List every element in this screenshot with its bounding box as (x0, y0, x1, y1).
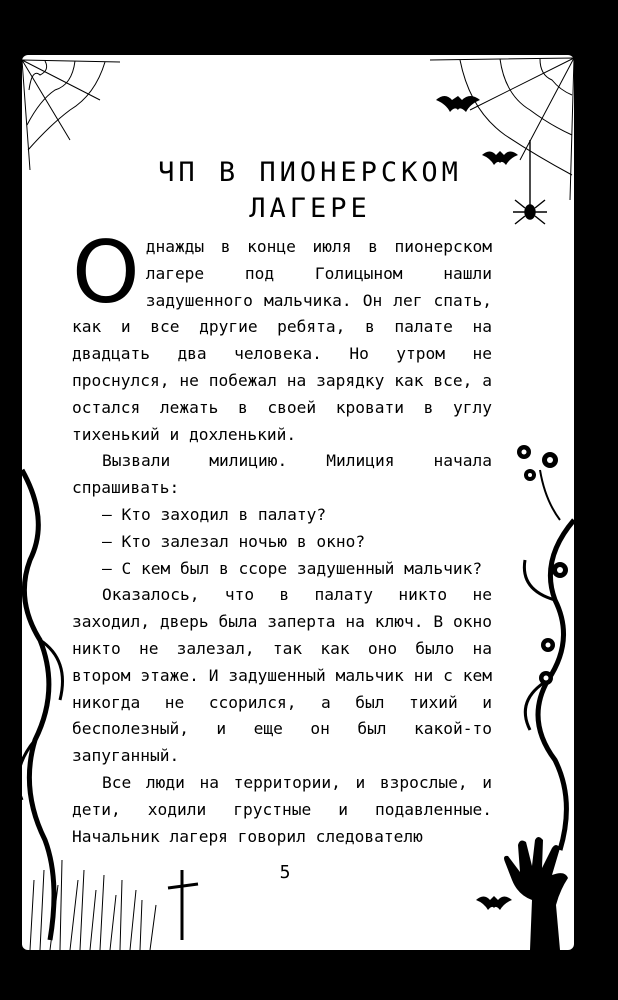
chapter-title-line1: ЧП В ПИОНЕРСКОМ (158, 157, 462, 188)
paragraph: Вызвали милицию. Милиция начала спрашивать: (72, 451, 492, 498)
paragraph-text: днажды в конце июля в пионерском лагере под Голицыном нашли задушенного мальчика. Он лег спать, как и все другие ребята, в палате на двадцать два человека. Но утром не проснулся, не побежал на зарядку как все, а остался лежать в своей кровати в углу тихенький и дохленький. (72, 237, 492, 444)
dialogue-line: — С кем был в ссоре задушенный мальчик? (102, 558, 483, 578)
drop-cap: О (72, 223, 140, 323)
chapter-title-line2: ЛАГЕРЕ (249, 193, 371, 224)
paragraph (72, 223, 492, 448)
chapter-title (60, 155, 560, 227)
story-text (72, 223, 492, 850)
dialogue-line: — Кто заходил в палату? (102, 504, 327, 524)
page-number: 5 (279, 862, 291, 883)
paragraph: Все люди на территории, и взрослые, и дети, ходили грустные и подавленные. Начальник лагеря говорил следователю (72, 772, 492, 846)
dialogue-line: — Кто залезал ночью в окно? (102, 531, 366, 551)
paragraph: Оказалось, что в палату никто не заходил, дверь была заперта на ключ. В окно никто не залезал, так как оно было на втором этаже. И задушенный мальчик ни с кем никогда не ссорился, а был тихий и бесполезный, и еще он был какой-то запуганный. (72, 585, 492, 766)
